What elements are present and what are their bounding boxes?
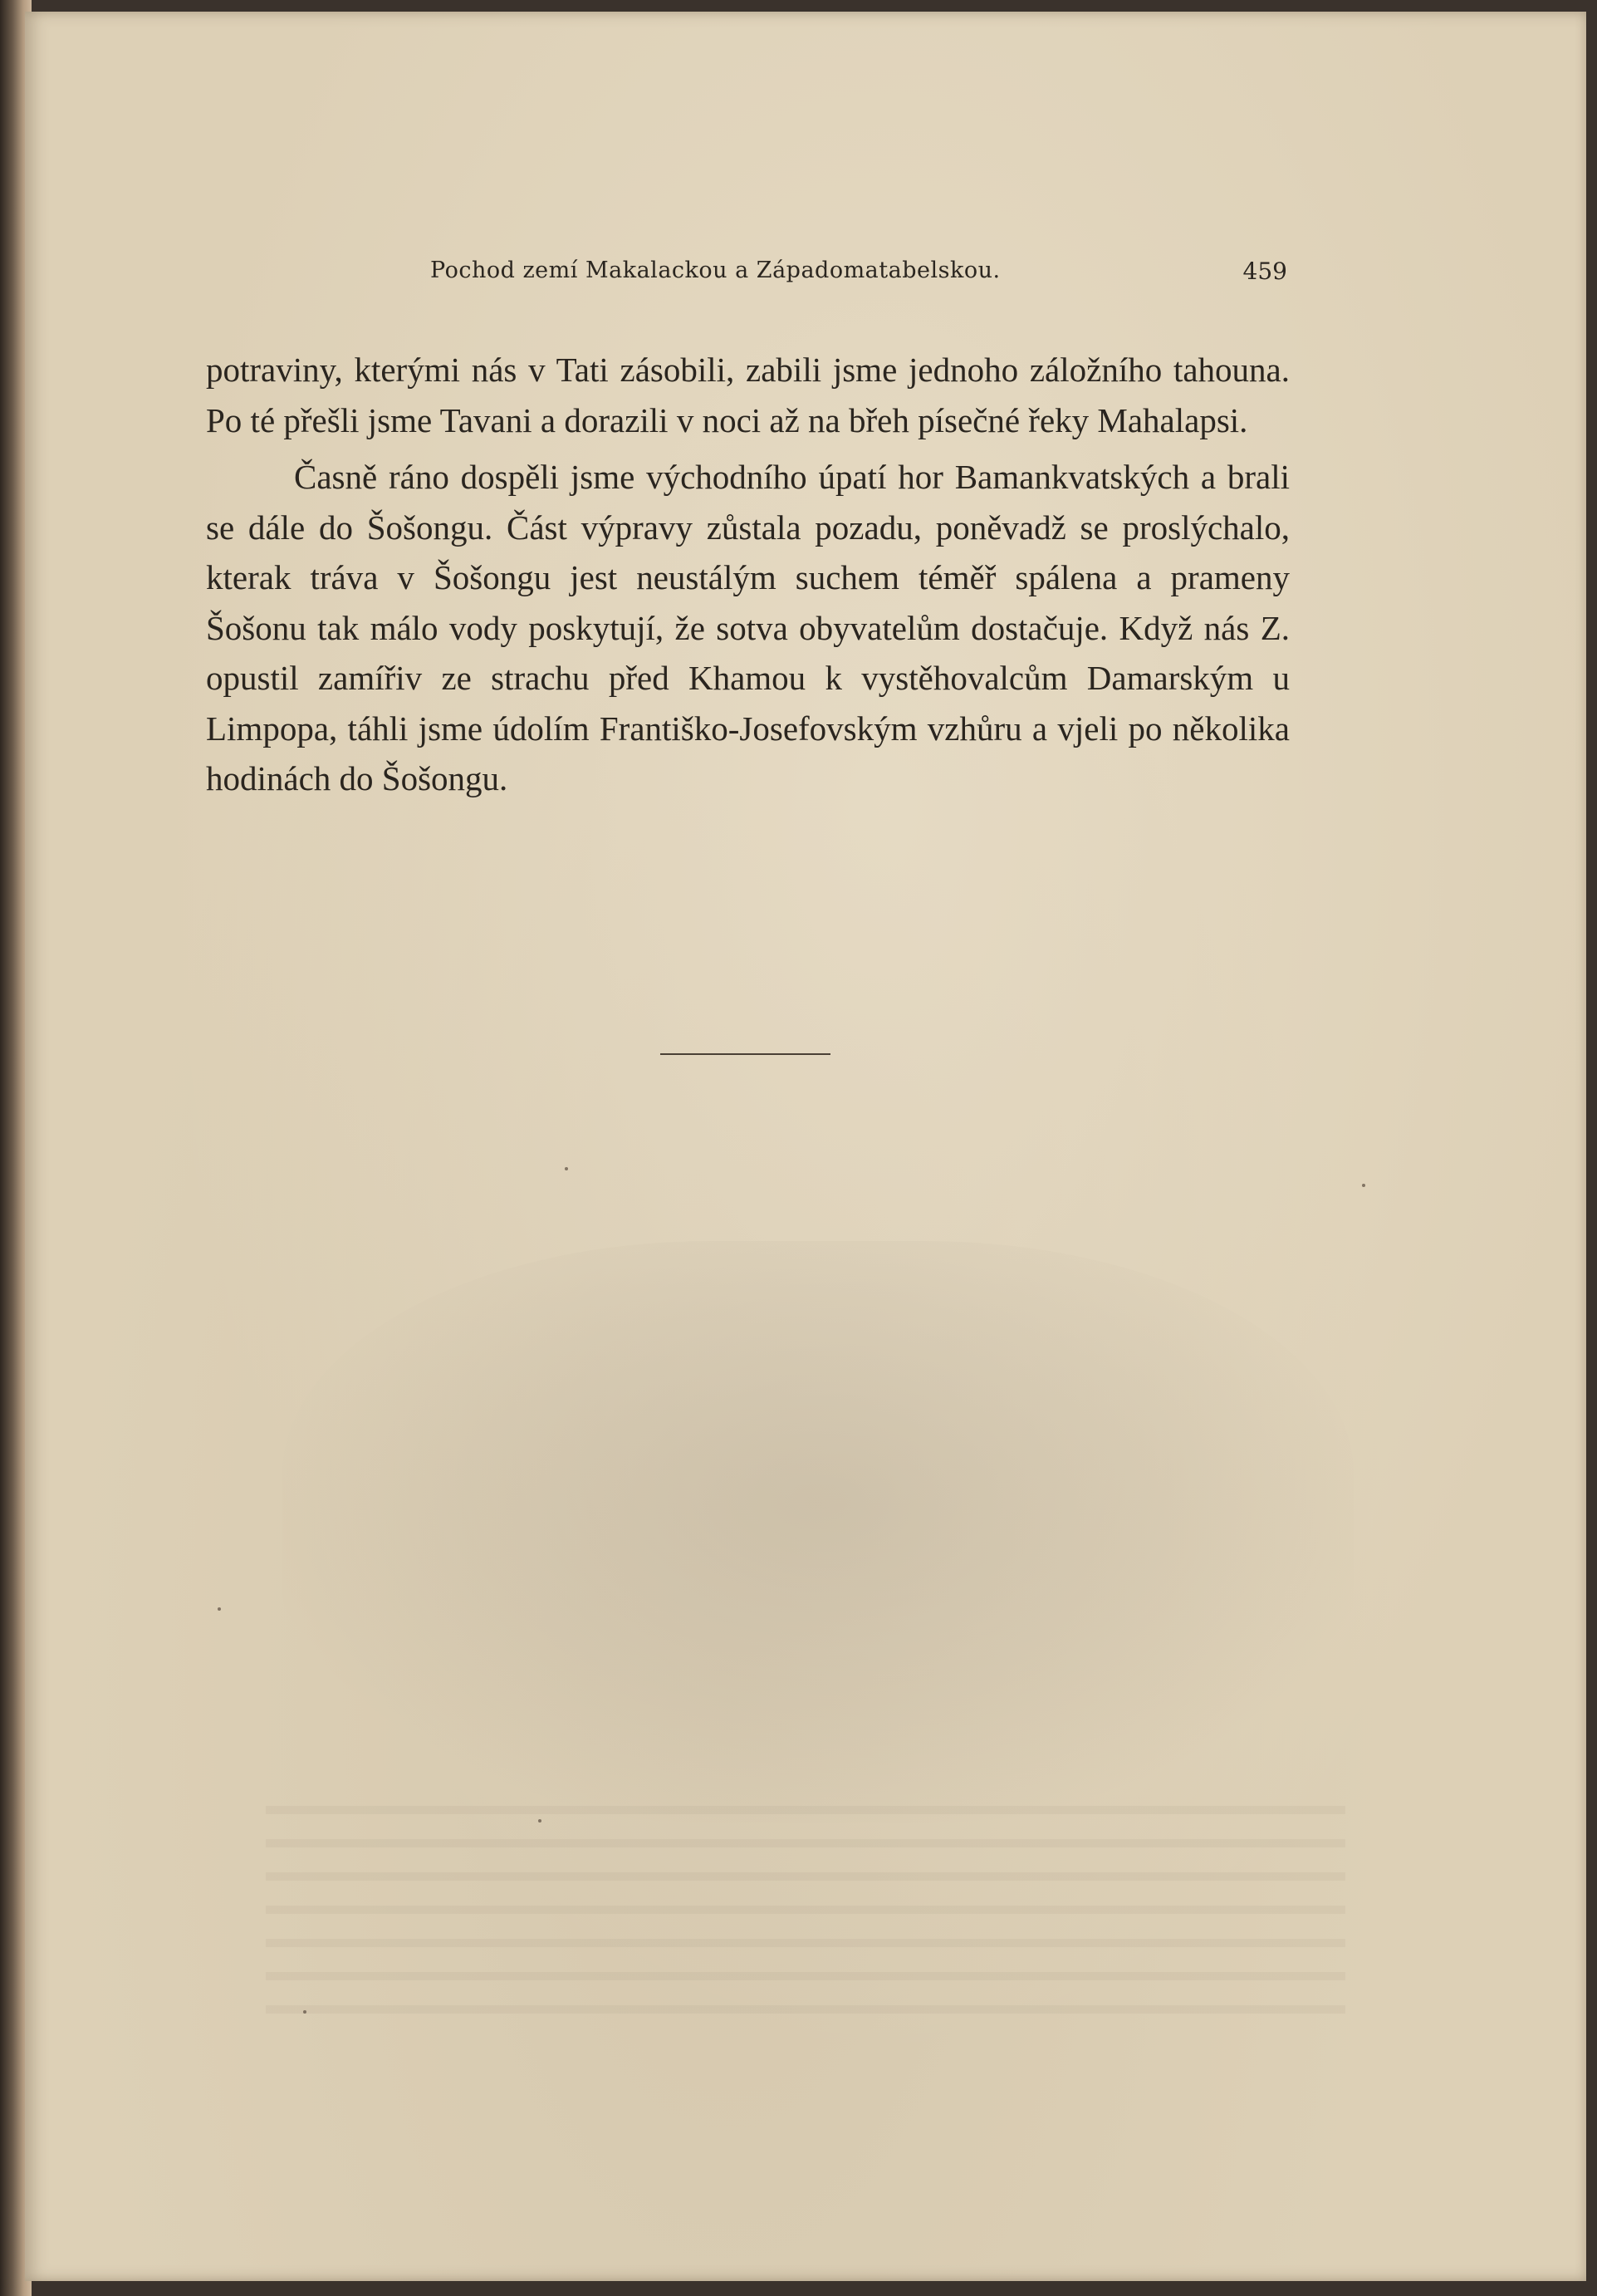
paper-speck [218,1607,221,1611]
paragraph: Časně ráno dospěli jsme východního úpatí hor Bamankvatských a brali se dále do Šošongu. Část výpravy zůstala pozadu, poněvadž se proslýchalo, kterak tráva v Šošongu jest neustálým suchem téměř spálena a prameny Šošonu tak málo vody poskytují, že sotva obyvatelům dostačuje. Když nás Z. opustil zamířiv ze strachu před Khamou k vystěhovalcům Damarským u Limpopa, táhli jsme údolím Františko-Josefovským vzhůru a vjeli po několika hodinách do Šošongu. [206,458,1290,797]
page-header [199,258,1287,294]
section-divider [660,1053,830,1055]
paper-speck [538,1819,541,1823]
paper-speck [1362,1184,1365,1187]
paper-speck [565,1167,568,1170]
body-text [206,345,1290,804]
paragraph: potraviny, kterými nás v Tati zásobili, zabili jsme jednoho záložního tahouna. Po té přešli jsme Tavani a dorazili v noci až na břeh písečné řeky Mahalapsi. [206,351,1290,439]
show-through-illustration [282,1241,1354,1823]
running-title: Pochod zemí Makalackou a Západomatabelskou. [430,258,1001,283]
show-through-text [266,1806,1345,2038]
paper-speck [303,2010,306,2014]
page-number: 459 [1242,258,1287,285]
